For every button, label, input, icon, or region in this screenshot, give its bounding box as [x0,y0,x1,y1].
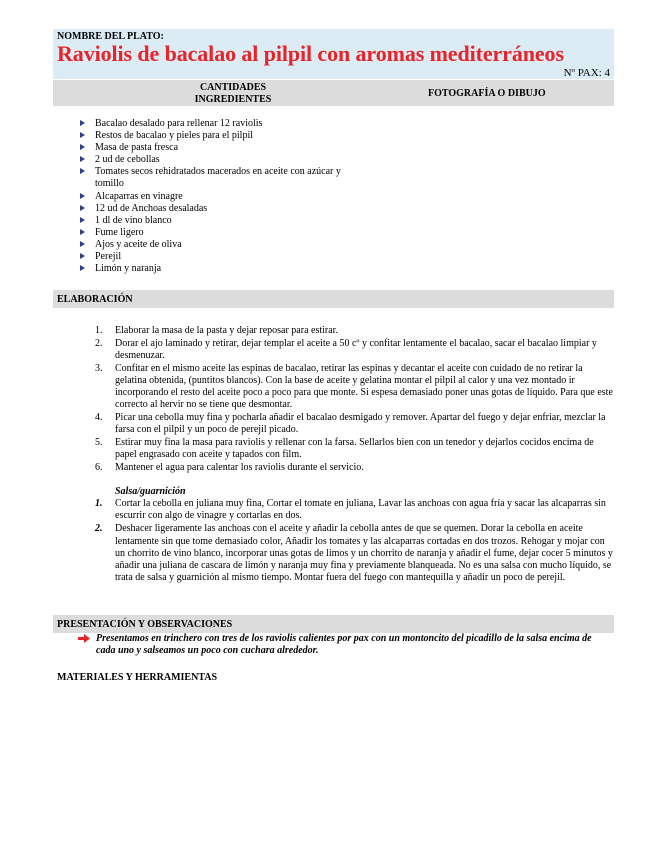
salsa-title: Salsa/guarnición [115,486,186,497]
ingredients-list [80,118,370,275]
ingredient-item: 12 ud de Anchoas desaladas [80,203,370,215]
bullet-arrow-icon [80,205,85,211]
ingredient-item: Restos de bacalao y pieles para el pilpil [80,130,370,142]
elaboracion-header [53,290,614,308]
ingredient-item: 1 dl de vino blanco [80,215,370,227]
dish-header [53,29,614,79]
dish-title: Raviolis de bacalao al pilpil con aromas mediterráneos [57,41,564,66]
column-header-bar [53,80,614,106]
step-item: 3. Confitar en el mismo aceite las espinas de bacalao, retirar las espinas y decantar el aceite con cuidado de no retirar la gelatina obtenida, (puntitos blancos). Con la base de aceite y gelatina montar el pilpil al calor y una vez montado ir incorporando el resto del aceite poco a poco para que monte. Si espesa demasiado poner unas gotas de líquido. Para que este correcto al hervir no se tiene que desmontar. [95,362,613,411]
bullet-arrow-icon [80,229,85,235]
bullet-arrow-icon [80,144,85,150]
ingredient-item: 2 ud de cebollas [80,154,370,166]
presentacion-text: Presentamos en trinchero con tres de los raviolis calientes por pax con un montoncito del picadillo de la salsa encima de cada uno y salseamos un poco con cuchara alrededor. [96,633,592,657]
presentacion-heading: PRESENTACIÓN Y OBSERVACIONES [57,619,233,630]
bullet-arrow-icon [80,253,85,259]
pax-count: Nº PAX: 4 [563,67,610,79]
step-item: 2. Dorar el ajo laminado y retirar, dejar templar el aceite a 50 cº y confitar lentamente el bacalao, sacar el bacalao limpiar y desmenuzar. [95,337,597,361]
bullet-arrow-icon [80,265,85,271]
bullet-arrow-icon [80,132,85,138]
salsa-steps [95,498,615,585]
ingredient-item: Alcaparras en vinagre [80,191,370,203]
bullet-arrow-icon [80,120,85,126]
arrow-right-icon [78,634,90,643]
step-item: 4. Picar una cebolla muy fina y pocharla añadir el bacalao desmigado y remover. Apartar del fuego y dejar enfriar, mezclar la farsa con el pilpil y un poco de perejil picado. [95,411,606,436]
step-item: 6. Mantener el agua para calentar los raviolis durante el servicio. [95,461,364,473]
step-item: 1. Elaborar la masa de la pasta y dejar reposar para estirar. [95,325,338,336]
bullet-arrow-icon [80,193,85,199]
photo-column-header: FOTOGRAFÍA O DIBUJO [428,88,546,99]
dish-name-label: NOMBRE DEL PLATO: [57,31,164,42]
ingredient-item: Perejil [80,251,370,263]
salsa-step-item: 2. Deshacer ligeramente las anchoas con el aceite y añadir la cebolla antes de que se quemen. Dorar la cebolla en aceite lentamente sin que tome demasiado color, Añadir los tomates y las alcaparras cortadas en dos trozos. Rehogar y mojar con un chorrito de vino blanco, incorporar unas gotas de limos y un chorrito de naranja y añadir el fume, dejar cocer 5 minutos y añadir una juliana de cascara de limón y naranja muy fina y previamente blanqueada. No es una salsa con mucho líquido, se trata de salsa y guarnición al mismo tiempo. Montar fuera del fuego con mantequilla y añadir un poco de perejil. [95,523,613,584]
bullet-arrow-icon [80,156,85,162]
elaboracion-steps [95,325,615,474]
salsa-step-item: 1. Cortar la cebolla en juliana muy fina, Cortar el tomate en juliana, Lavar las anchoas con agua fría y sacar las alcaparras sin escurrir con algo de vinagre y cortarlas en dos. [95,498,606,522]
ingredient-item: Ajos y aceite de oliva [80,239,370,251]
ingredient-item: Fume ligero [80,227,370,239]
bullet-arrow-icon [80,241,85,247]
step-item: 5. Estirar muy fina la masa para raviolis y rellenar con la farsa. Sellarlos bien con un tenedor y dejarlos cocidos encima de papel engrasado con aceite y tapados con film. [95,436,594,461]
ingredients-column-header: CANTIDADES INGREDIENTES [194,82,272,105]
ingredient-item: Bacalao desalado para rellenar 12 raviolis [80,118,370,130]
bullet-arrow-icon [80,168,85,174]
ingredient-item: Masa de pasta fresca [80,142,370,154]
elaboracion-heading: ELABORACIÓN [57,294,133,305]
bullet-arrow-icon [80,217,85,223]
materiales-heading: MATERIALES Y HERRAMIENTAS [57,672,218,683]
ingredient-item: Tomates secos rehidratados macerados en aceite con azúcar y tomillo [80,166,370,190]
ingredient-item: Limón y naranja [80,263,370,275]
presentacion-header [53,615,614,633]
